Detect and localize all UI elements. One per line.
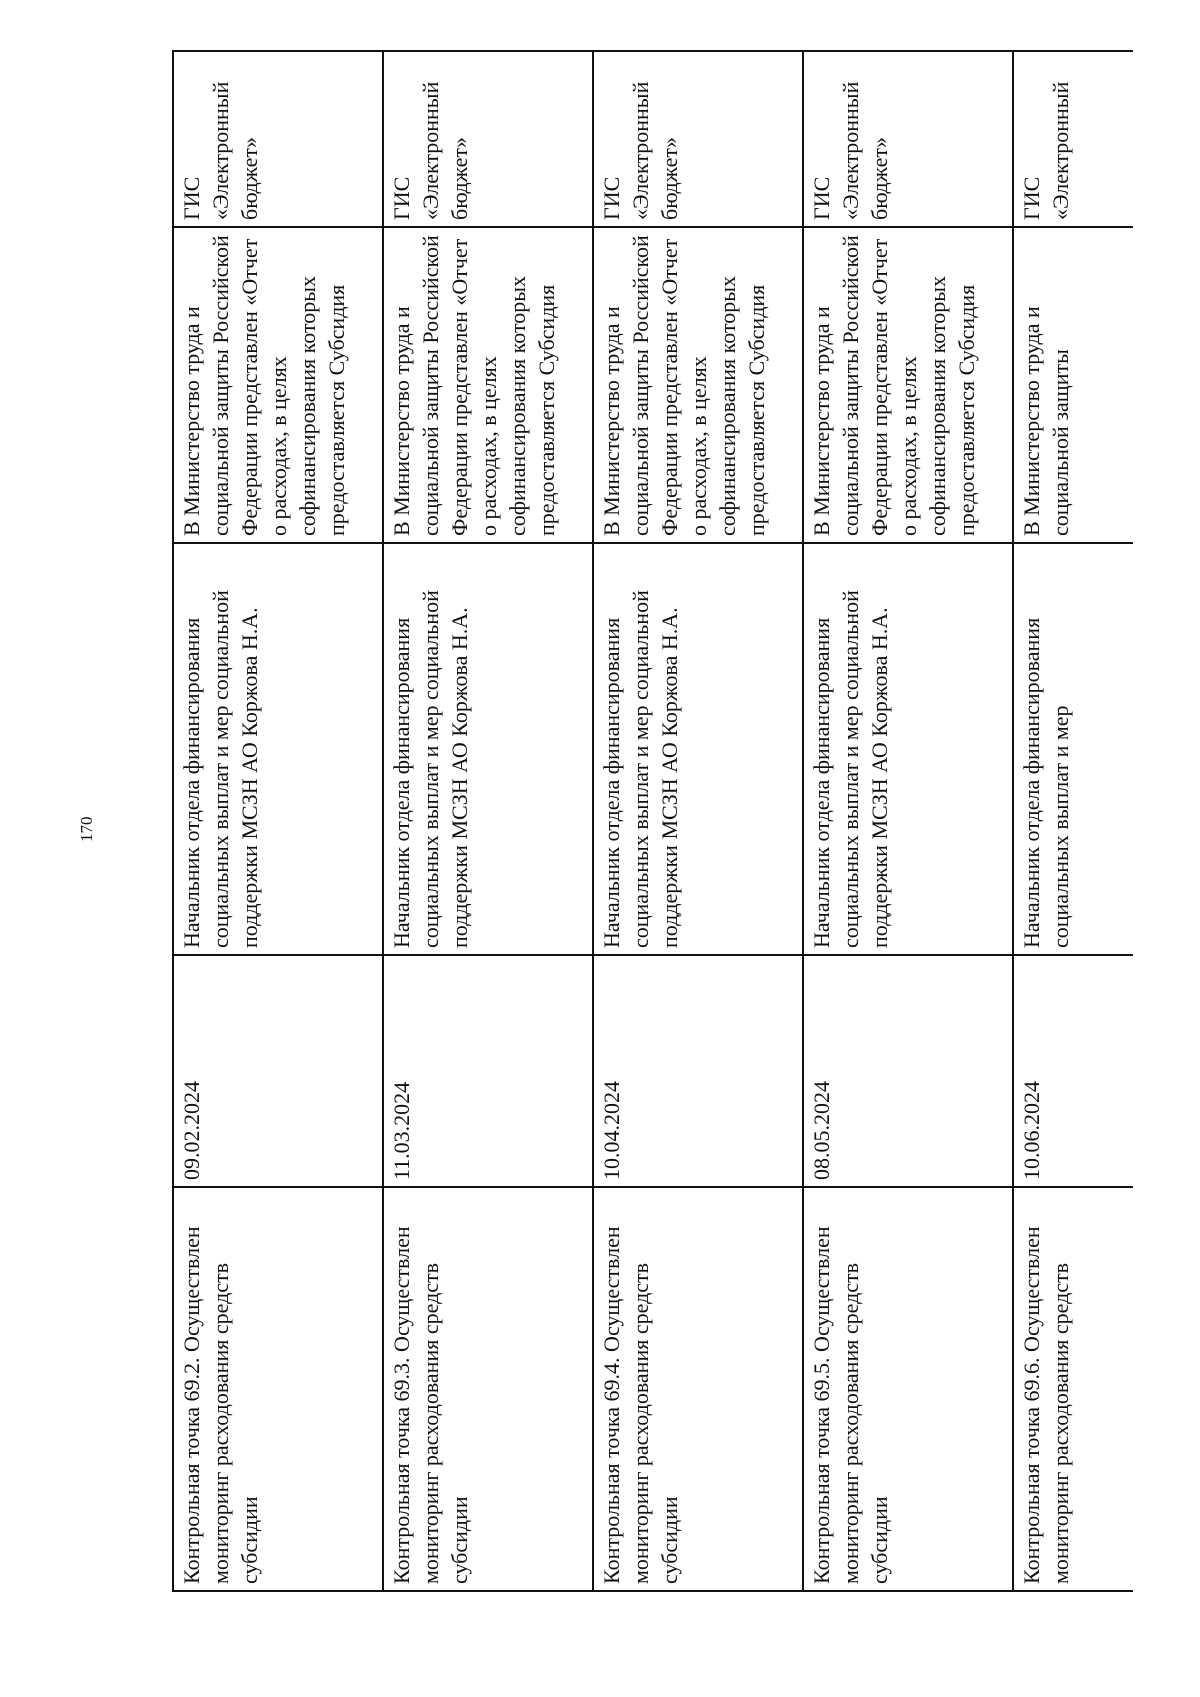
responsible-cell: Начальник отдела финансирования социальных выплат и мер социальной поддержки МСЗН АО Коржова Н.А. (383, 543, 593, 955)
table-row (1013, 51, 1133, 1591)
system-cell: ГИС «Электронный бюджет» (803, 51, 1013, 227)
result-cell: В Министерство труда и социальной защиты (1013, 227, 1133, 543)
system-cell: ГИС «Электронный бюджет» (383, 51, 593, 227)
table-row (593, 51, 803, 1591)
result-cell: В Министерство труда и социальной защиты Российской Федерации представлен «Отчет о расходах, в целях софинансирования которых предоставляется Субсидия (383, 227, 593, 543)
rotated-table-container (172, 81, 1132, 1592)
result-cell: В Министерство труда и социальной защиты Российской Федерации представлен «Отчет о расходах, в целях софинансирования которых предоставляется Субсидия (803, 227, 1013, 543)
control-point-name-cell: Контрольная точка 69.3. Осуществлен мониторинг расходования средств субсидии (383, 1187, 593, 1591)
table-row (383, 51, 593, 1591)
system-cell: ГИС «Электронный (1013, 51, 1133, 227)
date-cell: 11.03.2024 (383, 955, 593, 1187)
date-cell: 10.04.2024 (593, 955, 803, 1187)
control-points-table (172, 50, 1133, 1592)
page-number: 170 (77, 816, 96, 842)
system-cell: ГИС «Электронный бюджет» (593, 51, 803, 227)
result-cell: В Министерство труда и социальной защиты Российской Федерации представлен «Отчет о расходах, в целях софинансирования которых предоставляется Субсидия (593, 227, 803, 543)
result-cell: В Министерство труда и социальной защиты Российской Федерации представлен «Отчет о расходах, в целях софинансирования которых предоставляется Субсидия (173, 227, 383, 543)
control-point-name-cell: Контрольная точка 69.6. Осуществлен мониторинг расходования средств (1013, 1187, 1133, 1591)
date-cell: 10.06.2024 (1013, 955, 1133, 1187)
responsible-cell: Начальник отдела финансирования социальных выплат и мер социальной поддержки МСЗН АО Коржова Н.А. (173, 543, 383, 955)
table-row (173, 51, 383, 1591)
system-cell: ГИС «Электронный бюджет» (173, 51, 383, 227)
date-cell: 08.05.2024 (803, 955, 1013, 1187)
responsible-cell: Начальник отдела финансирования социальных выплат и мер социальной поддержки МСЗН АО Коржова Н.А. (803, 543, 1013, 955)
control-point-name-cell: Контрольная точка 69.5. Осуществлен мониторинг расходования средств субсидии (803, 1187, 1013, 1591)
table-row (803, 51, 1013, 1591)
responsible-cell: Начальник отдела финансирования социальных выплат и мер социальной поддержки МСЗН АО Коржова Н.А. (593, 543, 803, 955)
responsible-cell: Начальник отдела финансирования социальных выплат и мер (1013, 543, 1133, 955)
control-point-name-cell: Контрольная точка 69.2. Осуществлен мониторинг расходования средств субсидии (173, 1187, 383, 1591)
control-point-name-cell: Контрольная точка 69.4. Осуществлен мониторинг расходования средств субсидии (593, 1187, 803, 1591)
date-cell: 09.02.2024 (173, 955, 383, 1187)
